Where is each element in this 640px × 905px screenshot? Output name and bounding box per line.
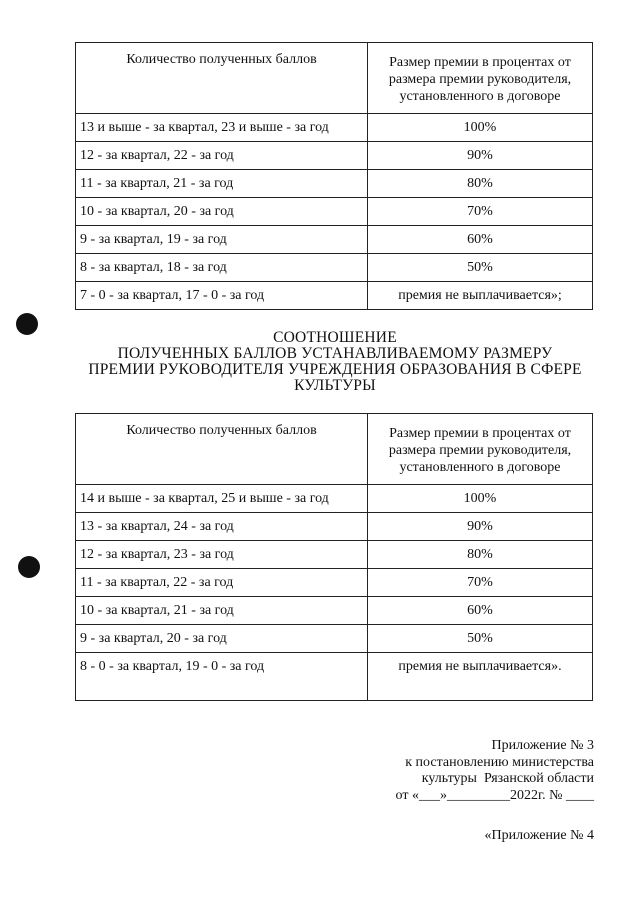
punch-hole-bottom [18, 556, 40, 578]
section-heading [80, 330, 590, 394]
points-cell: 9 - за квартал, 19 - за год [76, 226, 368, 254]
bonus-cell: 60% [368, 597, 593, 625]
points-cell: 12 - за квартал, 23 - за год [76, 541, 368, 569]
punch-hole-top [16, 313, 38, 335]
points-cell: 8 - 0 - за квартал, 19 - 0 - за год [76, 653, 368, 701]
heading-line: ПРЕМИИ РУКОВОДИТЕЛЯ УЧРЕЖДЕНИЯ ОБРАЗОВАНИЯ В СФЕРЕ [88, 361, 582, 378]
header-points: Количество полученных баллов [76, 414, 368, 485]
bonus-cell: премия не выплачивается». [368, 653, 593, 701]
points-cell: 12 - за квартал, 22 - за год [76, 142, 368, 170]
points-cell: 14 и выше - за квартал, 25 и выше - за год [76, 485, 368, 513]
points-cell: 9 - за квартал, 20 - за год [76, 625, 368, 653]
bonus-cell: 80% [368, 541, 593, 569]
table-row [76, 142, 593, 170]
appendix-3-block [396, 738, 594, 804]
points-cell: 7 - 0 - за квартал, 17 - 0 - за год [76, 282, 368, 310]
header-bonus: Размер премии в процентах от размера премии руководителя, установленного в договоре [368, 43, 593, 114]
table-row [76, 282, 593, 310]
heading-line: КУЛЬТУРЫ [294, 377, 376, 394]
table-row [76, 485, 593, 513]
table-row [76, 114, 593, 142]
table-row [76, 653, 593, 701]
table-row [76, 569, 593, 597]
bonus-table-2 [75, 413, 593, 701]
bonus-cell: 60% [368, 226, 593, 254]
bonus-cell: 70% [368, 198, 593, 226]
bonus-cell: 50% [368, 254, 593, 282]
heading-line: ПОЛУЧЕННЫХ БАЛЛОВ УСТАНАВЛИВАЕМОМУ РАЗМЕРУ [117, 345, 553, 362]
table-row [76, 541, 593, 569]
header-bonus: Размер премии в процентах от размера премии руководителя, установленного в договоре [368, 414, 593, 485]
points-cell: 11 - за квартал, 22 - за год [76, 569, 368, 597]
bonus-cell: 90% [368, 513, 593, 541]
table-row [76, 198, 593, 226]
points-cell: 10 - за квартал, 21 - за год [76, 597, 368, 625]
points-cell: 10 - за квартал, 20 - за год [76, 198, 368, 226]
header-points: Количество полученных баллов [76, 43, 368, 114]
bonus-cell: 100% [368, 485, 593, 513]
appendix-line: от «___»_________2022г. № ____ [395, 787, 594, 803]
bonus-cell: премия не выплачивается»; [368, 282, 593, 310]
appendix-line: Приложение № 3 [491, 738, 594, 753]
table-header-row [76, 43, 593, 114]
appendix-line: культуры Рязанской области [421, 771, 594, 786]
bonus-cell: 90% [368, 142, 593, 170]
bonus-table-1 [75, 42, 593, 310]
table-row [76, 597, 593, 625]
appendix-4-label: «Приложение № 4 [484, 828, 594, 843]
bonus-cell: 80% [368, 170, 593, 198]
table-row [76, 254, 593, 282]
heading-line: СООТНОШЕНИЕ [273, 329, 397, 346]
bonus-cell: 70% [368, 569, 593, 597]
points-cell: 8 - за квартал, 18 - за год [76, 254, 368, 282]
table-row [76, 226, 593, 254]
table-row [76, 170, 593, 198]
table-row [76, 625, 593, 653]
bonus-cell: 100% [368, 114, 593, 142]
table-header-row [76, 414, 593, 485]
points-cell: 11 - за квартал, 21 - за год [76, 170, 368, 198]
points-cell: 13 - за квартал, 24 - за год [76, 513, 368, 541]
appendix-line: к постановлению министерства [405, 754, 594, 770]
bonus-cell: 50% [368, 625, 593, 653]
table-row [76, 513, 593, 541]
points-cell: 13 и выше - за квартал, 23 и выше - за год [76, 114, 368, 142]
